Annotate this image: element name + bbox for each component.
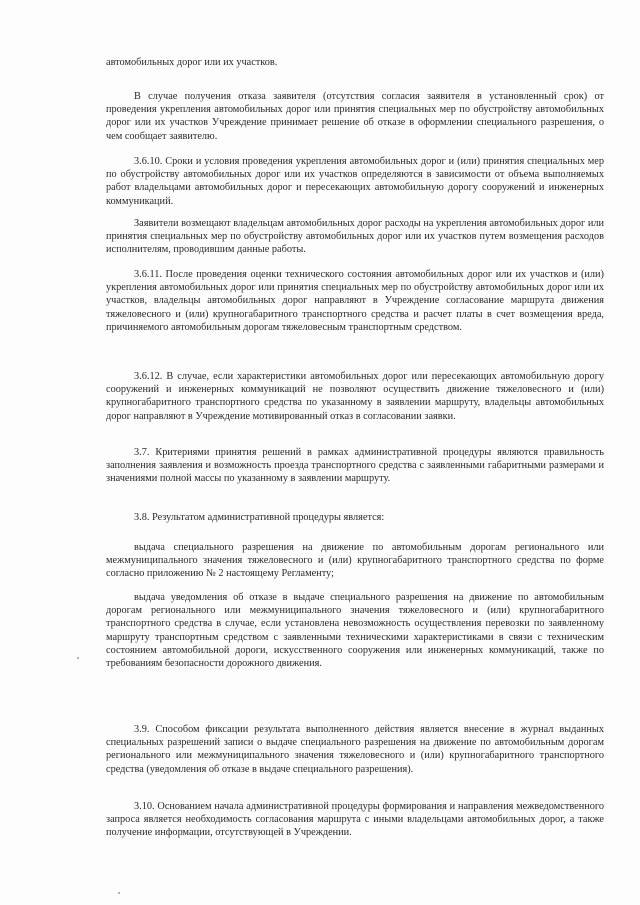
paragraph-3-6-10: 3.6.10. Сроки и условия проведения укрепления автомобильных дорог и (или) принятия специальных мер по обустройству автомобильных дорог или их участков определяются в зависимости от объема выполняемых работ владельцами автомобильных дорог и пересекающих автомобильную дорогу сооружений и инженерных коммуникаций. <box>106 156 604 207</box>
paragraph-3-7: 3.7. Критериями принятия решений в рамках административной процедуры являются правильность заполнения заявления и возможность проезда транспортного средства с заявленными габаритными размерами и значениями полной массы по указанному в заявлении маршруту. <box>106 447 604 485</box>
paragraph-reimbursement: Заявители возмещают владельцам автомобильных дорог расходы на укрепления автомобильных дорог или принятия специальных мер по обустройству автомобильных дорог или их участков путем возмещения расходов исполнителям, проводившим данные работы. <box>106 218 604 256</box>
scan-speck <box>118 892 120 894</box>
paragraph-3-9: 3.9. Способом фиксации результата выполненного действия является внесение в журнал выданных специальных разрешений записи о выдаче специального разрешения на движение по автомобильным дорогам регионального или межмуниципального значения тяжеловесного и (или) крупногабаритного транспортного средства (уведомления об отказе в выдаче специального разрешения). <box>106 724 604 775</box>
paragraph-refusal-case: В случае получения отказа заявителя (отсутствия согласия заявителя в установленный срок) от проведения укрепления автомобильных дорог или принятия специальных мер по обустройству автомобильных дорог или их участков Учреждение принимает решение об отказе в оформлении специального разрешения, о чем сообщает заявителю. <box>106 91 604 142</box>
paragraph-issuance: выдача специального разрешения на движение по автомобильным дорогам регионального или межмуниципального значения тяжеловесного и (или) крупногабаритного транспортного средства по форме согласно приложению № 2 настоящему Регламенту; <box>106 542 604 580</box>
paragraph-3-8: 3.8. Результатом административной процедуры является: <box>134 512 385 523</box>
paragraph-continuation: автомобильных дорог или их участков. <box>106 57 278 68</box>
paragraph-3-6-12: 3.6.12. В случае, если характеристики автомобильных дорог или пересекающих автомобильную дорогу сооружений и инженерных коммуникаций не позволяют осуществить движение тяжеловесного и (или) крупногабаритного транспортного средства по указанному в заявлении маршруту, владельцы автомобильных дорог направляют в Учреждение мотивированный отказ в согласовании заявки. <box>106 371 604 422</box>
paragraph-refusal-notice: выдача уведомления об отказе в выдаче специального разрешения на движение по автомобильным дорогам регионального или межмуниципального значения тяжеловесного и (или) крупногабаритного транспортного средства в случае, если установлена невозможность осуществления перевозки по заявленному маршруту транспортным средством с заявленными техническими характеристиками в связи с техническим состоянием автомобильной дороги, искусственного сооружения или инженерных коммуникаций, также по требованиям безопасности дорожного движения. <box>106 592 604 670</box>
paragraph-3-6-11: 3.6.11. После проведения оценки технического состояния автомобильных дорог или их участков и (или) укрепления автомобильных дорог или принятия специальных мер по обустройству автомобильных дорог или их участков, владельцы автомобильных дорог направляют в Учреждение согласование маршрута движения тяжеловесного и (или) крупногабаритного транспортного средства и расчет платы в счет возмещения вреда, причиняемого автомобильным дорогам тяжеловесным транспортным средством. <box>106 269 604 333</box>
scan-speck <box>77 657 79 659</box>
paragraph-3-10: 3.10. Основанием начала административной процедуры формирования и направления межведомственного запроса является необходимость согласования маршрута с иными владельцами автомобильных дорог, а также получение информации, отсутствующей в Учреждении. <box>106 801 604 839</box>
